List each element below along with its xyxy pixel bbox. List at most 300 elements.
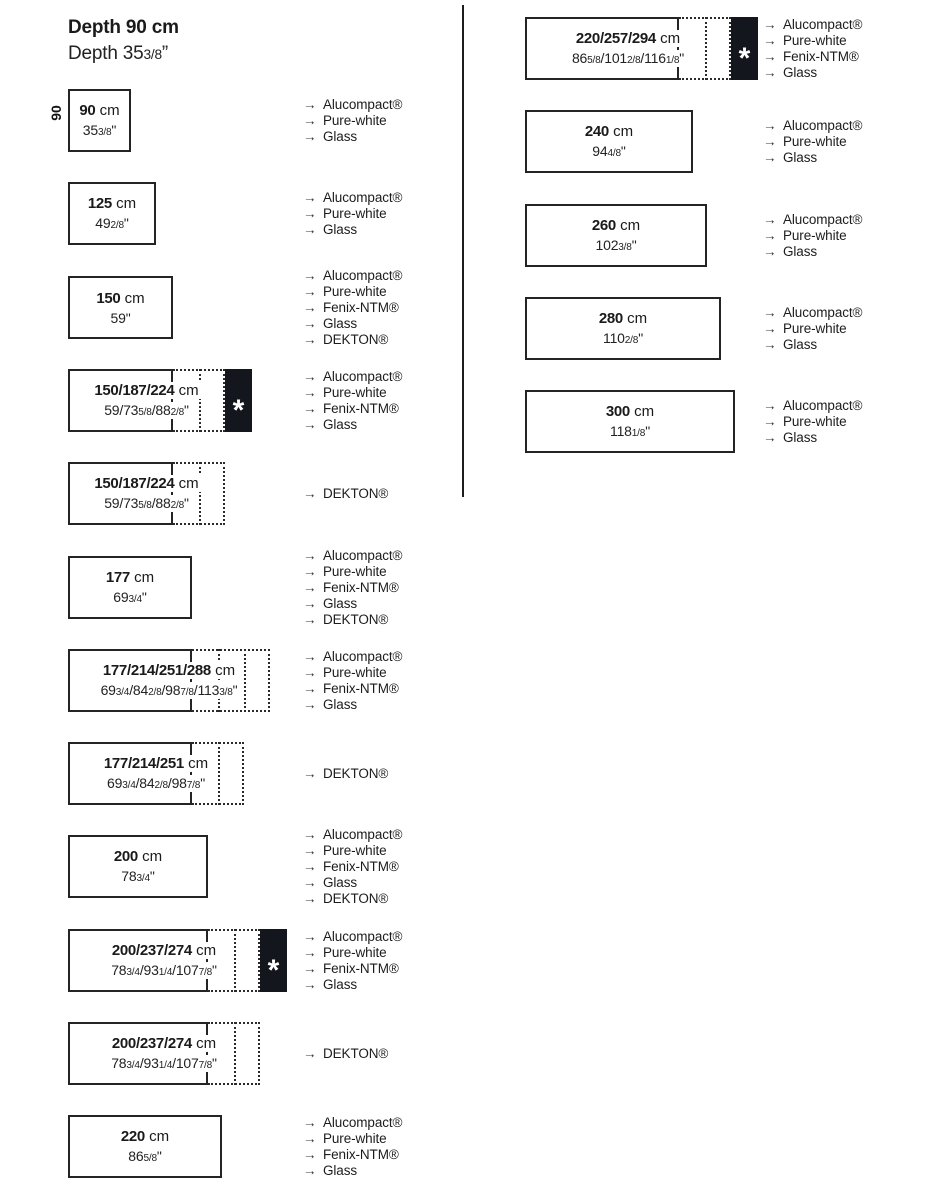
cm-unit-label: cm — [210, 661, 236, 679]
material-label: Alucompact® — [323, 190, 403, 205]
material-item — [303, 300, 402, 316]
arrow-icon: → — [763, 49, 777, 64]
size-diagram — [525, 17, 758, 80]
size-cm-value: 150/187/224 — [94, 474, 175, 492]
materials-list — [303, 268, 402, 348]
size-label — [68, 1022, 260, 1085]
arrow-icon: → — [303, 129, 317, 144]
materials-list — [303, 929, 402, 993]
material-item — [303, 332, 402, 348]
size-label — [68, 276, 173, 339]
material-label: Alucompact® — [323, 1115, 403, 1130]
size-inches-value: 693/4/842/8/987/8/1133/8" — [100, 681, 238, 698]
material-item — [303, 113, 402, 129]
arrow-icon: → — [763, 150, 777, 165]
material-item — [303, 1115, 402, 1131]
material-label: Pure-white — [323, 1131, 387, 1146]
cm-unit-label: cm — [615, 216, 641, 234]
size-diagram — [525, 390, 735, 453]
material-item — [303, 284, 402, 300]
material-label: Glass — [323, 222, 358, 237]
size-inches-line — [570, 50, 686, 67]
asterisk-block — [225, 369, 252, 432]
material-label: Alucompact® — [783, 398, 863, 413]
arrow-icon: → — [303, 697, 317, 712]
material-label: Alucompact® — [323, 97, 403, 112]
arrow-icon: → — [303, 891, 317, 906]
size-cm-value: 300 — [605, 402, 630, 420]
material-item — [303, 401, 402, 417]
arrow-icon: → — [303, 190, 317, 205]
size-cm-line — [86, 195, 138, 212]
material-label: Glass — [323, 129, 358, 144]
size-inches-value: 693/4" — [113, 588, 147, 605]
size-diagram — [68, 369, 252, 432]
material-item — [763, 17, 862, 33]
size-diagram — [525, 110, 693, 173]
arrow-icon: → — [303, 977, 317, 992]
materials-list — [763, 398, 862, 446]
material-item — [763, 118, 862, 134]
size-inches-value: 1102/8" — [603, 329, 643, 346]
materials-list — [303, 97, 402, 145]
material-label: Fenix-NTM® — [323, 401, 399, 416]
material-item — [303, 843, 402, 859]
size-diagram — [68, 742, 244, 805]
material-item — [303, 1147, 402, 1163]
size-diagram — [68, 1022, 260, 1085]
size-label — [68, 649, 270, 712]
cm-unit-label: cm — [191, 941, 217, 959]
material-item — [303, 486, 388, 502]
arrow-icon: → — [303, 548, 317, 563]
material-item — [303, 580, 402, 596]
size-diagram — [68, 89, 131, 152]
page-title-cm: Depth 90 cm — [68, 17, 179, 38]
cm-unit-label: cm — [129, 568, 155, 586]
size-cm-line — [597, 310, 649, 327]
material-label: Pure-white — [323, 564, 387, 579]
size-diagram — [68, 1115, 222, 1178]
size-cm-value: 260 — [591, 216, 616, 234]
material-label: Glass — [323, 316, 358, 331]
size-inches-line — [111, 589, 148, 606]
material-item — [303, 129, 402, 145]
size-label — [68, 929, 260, 992]
cm-unit-label: cm — [608, 122, 634, 140]
size-cm-value: 125 — [87, 194, 112, 212]
material-label: Glass — [783, 150, 818, 165]
arrow-icon: → — [303, 649, 317, 664]
size-cm-line — [590, 217, 642, 234]
size-cm-value: 220 — [120, 1127, 145, 1145]
size-cm-value: 200 — [113, 847, 138, 865]
material-label: Pure-white — [783, 33, 847, 48]
arrow-icon: → — [303, 1131, 317, 1146]
material-item — [303, 206, 402, 222]
material-label: Alucompact® — [783, 212, 863, 227]
size-inches-value: 865/8/1012/8/1161/8" — [571, 49, 685, 66]
arrow-icon: → — [303, 665, 317, 680]
size-diagram — [68, 835, 208, 898]
size-cm-line — [104, 569, 156, 586]
size-cm-value: 177 — [105, 568, 130, 586]
materials-list — [303, 369, 402, 433]
size-label — [68, 462, 225, 525]
arrow-icon: → — [303, 961, 317, 976]
cm-unit-label: cm — [144, 1127, 170, 1145]
material-item — [303, 961, 402, 977]
size-inches-value: 59/735/8/882/8" — [104, 401, 189, 418]
size-label — [68, 835, 208, 898]
size-label — [525, 390, 735, 453]
size-label — [525, 110, 693, 173]
material-label: Glass — [783, 337, 818, 352]
size-cm-value: 150/187/224 — [94, 381, 175, 399]
materials-list — [303, 649, 402, 713]
arrow-icon: → — [303, 268, 317, 283]
size-inches-line — [105, 775, 207, 792]
size-inches-line — [601, 330, 645, 347]
material-label: Alucompact® — [323, 268, 403, 283]
size-inches-value: 693/4/842/8/987/8" — [107, 774, 205, 791]
arrow-icon: → — [303, 332, 317, 347]
arrow-icon: → — [303, 859, 317, 874]
size-label — [68, 742, 244, 805]
material-item — [303, 766, 388, 782]
material-item — [303, 665, 402, 681]
material-label: Pure-white — [323, 945, 387, 960]
size-inches-line — [102, 402, 191, 419]
arrow-icon: → — [303, 596, 317, 611]
arrow-icon: → — [763, 33, 777, 48]
material-label: Pure-white — [323, 665, 387, 680]
material-label: Pure-white — [323, 843, 387, 858]
size-label — [525, 297, 721, 360]
size-inches-line — [608, 423, 652, 440]
arrow-icon: → — [303, 300, 317, 315]
materials-list — [763, 305, 862, 353]
material-item — [303, 369, 402, 385]
size-cm-value: 90 — [79, 101, 96, 119]
cm-unit-label: cm — [174, 381, 199, 399]
size-diagram — [68, 556, 192, 619]
material-label: Pure-white — [783, 134, 847, 149]
cm-unit-label: cm — [629, 402, 655, 420]
material-item — [763, 244, 862, 260]
material-label: Fenix-NTM® — [323, 300, 399, 315]
material-label: Fenix-NTM® — [323, 1147, 399, 1162]
materials-list — [763, 212, 862, 260]
material-item — [763, 134, 862, 150]
size-inches-line — [81, 122, 118, 139]
material-label: Fenix-NTM® — [323, 580, 399, 595]
arrow-icon: → — [763, 430, 777, 445]
material-item — [303, 222, 402, 238]
material-item — [303, 417, 402, 433]
material-item — [763, 321, 862, 337]
arrow-icon: → — [303, 113, 317, 128]
size-cm-line — [94, 290, 146, 307]
size-label — [525, 204, 707, 267]
size-diagram — [68, 276, 173, 339]
material-label: Alucompact® — [323, 649, 403, 664]
material-item — [303, 268, 402, 284]
material-item — [763, 228, 862, 244]
material-label: Alucompact® — [783, 118, 863, 133]
materials-list — [303, 766, 388, 782]
material-label: Glass — [323, 1163, 358, 1178]
material-label: DEKTON® — [323, 612, 389, 627]
arrow-icon: → — [303, 843, 317, 858]
arrow-icon: → — [303, 222, 317, 237]
size-cm-line — [101, 662, 237, 679]
materials-list — [303, 548, 402, 628]
page-title-block — [68, 17, 179, 65]
materials-list — [303, 190, 402, 238]
material-item — [303, 649, 402, 665]
size-inches-line — [119, 868, 156, 885]
cm-unit-label: cm — [137, 847, 163, 865]
material-label: Glass — [323, 697, 358, 712]
material-item — [303, 827, 402, 843]
size-inches-value: 783/4/931/4/1077/8" — [111, 1054, 217, 1071]
materials-list — [303, 1115, 402, 1179]
asterisk-block — [731, 17, 758, 80]
material-label: Glass — [323, 417, 358, 432]
size-cm-line — [77, 102, 121, 119]
arrow-icon: → — [763, 134, 777, 149]
material-item — [303, 1163, 402, 1179]
materials-list — [303, 486, 388, 502]
material-label: Fenix-NTM® — [323, 961, 399, 976]
material-item — [763, 150, 862, 166]
arrow-icon: → — [303, 1046, 317, 1061]
material-item — [763, 65, 862, 81]
material-label: Pure-white — [323, 385, 387, 400]
material-label: Pure-white — [783, 414, 847, 429]
arrow-icon: → — [303, 564, 317, 579]
size-cm-value: 177/214/251/288 — [102, 661, 211, 679]
size-cm-line — [110, 1035, 218, 1052]
size-label — [68, 89, 131, 152]
size-inches-line — [99, 682, 240, 699]
material-label: Glass — [323, 977, 358, 992]
materials-list — [303, 1046, 388, 1062]
arrow-icon: → — [763, 228, 777, 243]
size-inches-line — [93, 215, 130, 232]
arrow-icon: → — [303, 206, 317, 221]
arrow-icon: → — [303, 681, 317, 696]
material-label: Pure-white — [783, 228, 847, 243]
cm-unit-label: cm — [95, 101, 120, 119]
size-inches-value: 353/8" — [82, 121, 117, 138]
arrow-icon: → — [763, 17, 777, 32]
arrow-icon: → — [763, 337, 777, 352]
materials-list — [763, 118, 862, 166]
cm-unit-label: cm — [183, 754, 209, 772]
material-label: Glass — [783, 65, 818, 80]
material-item — [303, 316, 402, 332]
arrow-icon: → — [303, 1115, 317, 1130]
material-item — [303, 564, 402, 580]
material-item — [763, 305, 862, 321]
cm-unit-label: cm — [655, 29, 681, 47]
arrow-icon: → — [303, 1163, 317, 1178]
arrow-icon: → — [763, 244, 777, 259]
cm-unit-label: cm — [174, 474, 199, 492]
size-inches-value: 59" — [110, 309, 131, 326]
size-cm-line — [92, 475, 200, 492]
size-cm-value: 240 — [584, 122, 609, 140]
material-item — [763, 398, 862, 414]
material-label: Pure-white — [323, 113, 387, 128]
materials-list — [303, 827, 402, 907]
arrow-icon: → — [303, 875, 317, 890]
size-inches-line — [109, 962, 219, 979]
material-label: DEKTON® — [323, 766, 389, 781]
size-cm-value: 200/237/274 — [111, 941, 192, 959]
material-label: Alucompact® — [323, 929, 403, 944]
asterisk-icon: * — [738, 41, 751, 75]
arrow-icon: → — [303, 369, 317, 384]
size-diagram — [525, 297, 721, 360]
arrow-icon: → — [763, 305, 777, 320]
material-item — [303, 929, 402, 945]
size-inches-value: 59/735/8/882/8" — [104, 494, 189, 511]
size-cm-value: 280 — [598, 309, 623, 327]
material-label: Fenix-NTM® — [783, 49, 859, 64]
arrow-icon: → — [763, 118, 777, 133]
arrow-icon: → — [303, 97, 317, 112]
material-item — [303, 859, 402, 875]
size-cm-line — [574, 30, 682, 47]
size-inches-line — [109, 1055, 219, 1072]
cm-unit-label: cm — [191, 1034, 217, 1052]
size-cm-value: 200/237/274 — [111, 1034, 192, 1052]
size-inches-line — [590, 143, 627, 160]
arrow-icon: → — [303, 316, 317, 331]
size-inches-value: 783/4" — [121, 867, 155, 884]
material-label: Glass — [323, 875, 358, 890]
material-label: DEKTON® — [323, 332, 389, 347]
material-label: Alucompact® — [783, 305, 863, 320]
size-inches-line — [594, 237, 639, 254]
size-inches-value: 492/8" — [95, 214, 129, 231]
arrow-icon: → — [303, 827, 317, 842]
size-label — [68, 182, 156, 245]
arrow-icon: → — [763, 398, 777, 413]
size-inches-line — [126, 1148, 163, 1165]
size-cm-line — [119, 1128, 171, 1145]
size-diagram — [68, 182, 156, 245]
material-label: Alucompact® — [323, 548, 403, 563]
material-item — [763, 430, 862, 446]
material-label: Alucompact® — [323, 827, 403, 842]
material-item — [303, 681, 402, 697]
material-label: Alucompact® — [323, 369, 403, 384]
size-label — [68, 556, 192, 619]
size-label — [525, 17, 731, 80]
material-label: DEKTON® — [323, 486, 389, 501]
size-diagram — [525, 204, 707, 267]
arrow-icon: → — [303, 401, 317, 416]
material-item — [303, 190, 402, 206]
asterisk-block — [260, 929, 287, 992]
material-item — [303, 697, 402, 713]
size-cm-value: 177/214/251 — [103, 754, 184, 772]
size-cm-line — [604, 403, 656, 420]
size-cm-value: 220/257/294 — [575, 29, 656, 47]
material-item — [303, 596, 402, 612]
size-cm-line — [110, 942, 218, 959]
column-divider-line — [462, 5, 464, 497]
arrow-icon: → — [303, 284, 317, 299]
arrow-icon: → — [303, 945, 317, 960]
arrow-icon: → — [763, 321, 777, 336]
cm-unit-label: cm — [120, 289, 145, 307]
size-cm-line — [112, 848, 164, 865]
material-label: Pure-white — [783, 321, 847, 336]
size-diagram — [68, 462, 225, 525]
arrow-icon: → — [303, 612, 317, 627]
size-diagram — [68, 929, 287, 992]
size-cm-value: 150 — [96, 289, 121, 307]
asterisk-icon: * — [232, 393, 245, 427]
arrow-icon: → — [303, 486, 317, 501]
size-inches-value: 1023/8" — [595, 236, 637, 253]
size-inches-value: 865/8" — [128, 1147, 162, 1164]
material-item — [303, 1046, 388, 1062]
arrow-icon: → — [303, 766, 317, 781]
size-cm-line — [92, 382, 200, 399]
material-label: Pure-white — [323, 284, 387, 299]
material-item — [763, 337, 862, 353]
material-label: Glass — [783, 244, 818, 259]
size-label — [68, 369, 225, 432]
size-cm-line — [102, 755, 210, 772]
arrow-icon: → — [763, 414, 777, 429]
material-label: Fenix-NTM® — [323, 859, 399, 874]
material-item — [303, 875, 402, 891]
cm-unit-label: cm — [111, 194, 137, 212]
material-label: Glass — [783, 430, 818, 445]
arrow-icon: → — [303, 1147, 317, 1162]
material-item — [763, 414, 862, 430]
size-inches-line — [102, 495, 191, 512]
arrow-icon: → — [303, 385, 317, 400]
arrow-icon: → — [303, 929, 317, 944]
depth-side-label: 90 — [48, 105, 64, 121]
size-diagram — [68, 649, 270, 712]
material-item — [303, 891, 402, 907]
page-title-inches: Depth 353/8” — [68, 43, 169, 64]
asterisk-icon: * — [267, 953, 280, 987]
material-item — [303, 612, 402, 628]
arrow-icon: → — [763, 212, 777, 227]
size-label — [68, 1115, 222, 1178]
material-item — [303, 945, 402, 961]
material-item — [763, 49, 862, 65]
material-label: Fenix-NTM® — [323, 681, 399, 696]
size-inches-line — [109, 310, 133, 326]
size-inches-value: 783/4/931/4/1077/8" — [111, 961, 217, 978]
material-item — [303, 385, 402, 401]
materials-list — [763, 17, 862, 81]
size-inches-value: 944/8" — [592, 142, 626, 159]
material-label: Alucompact® — [783, 17, 863, 32]
cm-unit-label: cm — [622, 309, 648, 327]
